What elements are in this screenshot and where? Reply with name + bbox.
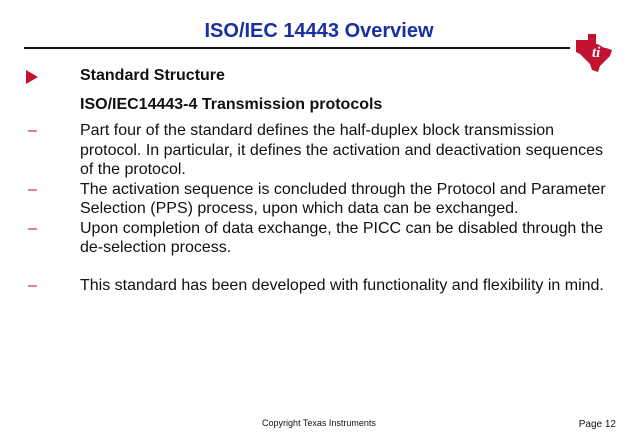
page-number: Page 12 bbox=[578, 419, 616, 430]
list-item-text: This standard has been developed with functionality and flexibility in mind. bbox=[80, 276, 604, 294]
copyright-text: Copyright Texas Instruments bbox=[262, 418, 376, 428]
slide-title: ISO/IEC 14443 Overview bbox=[204, 20, 434, 42]
list-item bbox=[28, 219, 618, 258]
dash-bullet-icon: – bbox=[28, 276, 37, 294]
subsection-heading: ISO/IEC14443-4 Transmission protocols bbox=[80, 96, 383, 113]
texas-instruments-logo bbox=[572, 30, 616, 74]
list-item bbox=[28, 180, 618, 219]
list-item-text: Part four of the standard defines the half-duplex block transmission protocol. In particular, it defines the activation and deactivation sequences of the protocol. bbox=[80, 122, 603, 178]
svg-text:ti: ti bbox=[592, 45, 601, 61]
list-item bbox=[28, 276, 618, 296]
triangle-bullet-icon bbox=[26, 70, 38, 84]
list-item-text: Upon completion of data exchange, the PICC can be disabled through the de-selection process. bbox=[80, 219, 604, 256]
list-item-text: The activation sequence is concluded through the Protocol and Parameter Selection (PPS) process, upon which data can be exchanged. bbox=[80, 180, 606, 217]
list-item bbox=[28, 121, 618, 180]
dash-bullet-icon: – bbox=[28, 122, 37, 139]
title-divider bbox=[24, 47, 570, 49]
section-heading: Standard Structure bbox=[80, 67, 225, 84]
bullet-list bbox=[28, 121, 618, 295]
dash-bullet-icon: – bbox=[28, 180, 37, 198]
dash-bullet-icon: – bbox=[28, 219, 37, 237]
